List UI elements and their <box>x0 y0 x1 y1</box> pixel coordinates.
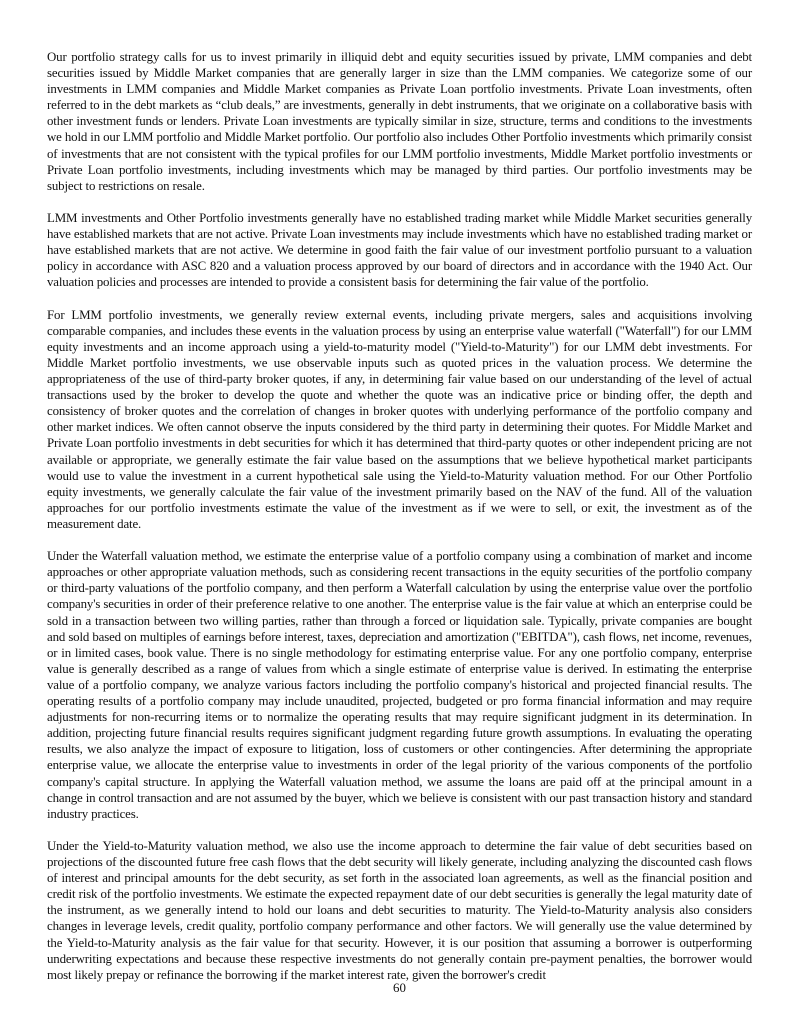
paragraph-portfolio-strategy: Our portfolio strategy calls for us to invest primarily in illiquid debt and equity securities issued by private, LMM companies and debt securities issued by Middle Market companies that are generally larger in size than the LMM companies. We categorize some of our investments in LMM companies and Middle Market companies as Private Loan portfolio investments. Private Loan investments, often referred to in the debt markets as “club deals,” are investments, generally in debt instruments, that we originate on a collaborative basis with other investment funds or lenders. Private Loan investments are typically similar in size, structure, terms and conditions to the investments we hold in our LMM portfolio and Middle Market portfolio. Our portfolio also includes Other Portfolio investments which primarily consist of investments that are not consistent with the typical profiles for our LMM portfolio investments, Middle Market portfolio investments or Private Loan portfolio investments, including investments which may be managed by third parties. Our portfolio investments may be subject to restrictions on resale. <box>47 50 752 193</box>
document-body <box>47 49 752 999</box>
page-number: 60 <box>393 981 406 995</box>
paragraph-yield-to-maturity: Under the Yield-to-Maturity valuation method, we also use the income approach to determine the fair value of debt securities based on projections of the discounted future free cash flows that the debt security will likely generate, including analyzing the discounted cash flows of interest and principal amounts for the debt security, as set forth in the associated loan agreements, as well as the financial position and credit risk of the portfolio investments. We estimate the expected repayment date of our debt securities is generally the legal maturity date of the instrument, as we generally intend to hold our loans and debt securities to maturity. The Yield-to-Maturity analysis also considers changes in leverage levels, credit quality, portfolio company performance and other factors. We will generally use the value determined by the Yield-to-Maturity analysis as the fair value for that security. However, it is our position that assuming a borrower is outperforming underwriting expectations and because these respective investments do not generally contain pre-payment penalties, the borrower would most likely prepay or refinance the borrowing if the market interest rate, given the borrower's credit <box>47 838 752 982</box>
paragraph-trading-market: LMM investments and Other Portfolio investments generally have no established trading market while Middle Market securities generally have established markets that are not active. Private Loan investments may include investments which have no established trading market or have established markets that are not active. We determine in good faith the fair value of our investment portfolio pursuant to a valuation policy in accordance with ASC 820 and a valuation process approved by our board of directors and in accordance with the 1940 Act. Our valuation policies and processes are intended to provide a consistent basis for determining the fair value of the portfolio. <box>47 211 752 290</box>
paragraph-waterfall-method: Under the Waterfall valuation method, we estimate the enterprise value of a portfolio company using a combination of market and income approaches or other appropriate valuation methods, such as considering recent transactions in the equity securities of the portfolio company or third-party valuations of the portfolio company, and then perform a Waterfall calculation by using the enterprise value over the portfolio company's securities in order of their preference relative to one another. The enterprise value is the fair value at which an enterprise could be sold in a transaction between two willing parties, rather than through a forced or liquidation sale. Typically, private companies are bought and sold based on multiples of earnings before interest, taxes, depreciation and amortization ("EBITDA"), cash flows, net income, revenues, or in limited cases, book value. There is no single methodology for estimating enterprise value. For any one portfolio company, enterprise value is generally described as a range of values from which a single estimate of enterprise value is derived. In estimating the enterprise value of a portfolio company, we analyze various factors including the portfolio company's historical and projected financial results. The operating results of a portfolio company may include unaudited, projected, budgeted or pro forma financial information and may require adjustments for non-recurring items or to normalize the operating results that may require significant judgment in its determination. In addition, projecting future financial results requires significant judgment regarding future growth assumptions. In evaluating the operating results, we also analyze the impact of exposure to litigation, loss of customers or other contingencies. After determining the appropriate enterprise value, we allocate the enterprise value to investments in order of the legal priority of the various components of the portfolio company's capital structure. In applying the Waterfall valuation method, we assume the loans are paid off at the principal amount in a change in control transaction and are not assumed by the buyer, which we believe is consistent with our past transaction history and standard industry practices. <box>47 549 752 821</box>
paragraph-lmm-valuation: For LMM portfolio investments, we generally review external events, including private mergers, sales and acquisitions involving comparable companies, and includes these events in the valuation process by using an enterprise value waterfall ("Waterfall") for our LMM equity investments and an income approach using a yield-to-maturity model ("Yield-to-Maturity") for our LMM debt investments. For Middle Market portfolio investments, we use observable inputs such as quoted prices in the valuation process. We determine the appropriateness of the use of third-party broker quotes, if any, in determining fair value based on our understanding of the level of actual transactions used by the broker to develop the quote and whether the quote was an indicative price or binding offer, the depth and consistency of broker quotes and the correlation of changes in broker quotes with underlying performance of the portfolio company and other market indices. We often cannot observe the inputs considered by the third party in determining their quotes. For Middle Market and Private Loan portfolio investments in debt securities for which it has determined that third-party quotes or other independent pricing are not available or appropriate, we generally estimate the fair value based on the assumptions that we believe hypothetical market participants would use to value the investment in a current hypothetical sale using the Yield-to-Maturity valuation method. For our Other Portfolio equity investments, we generally calculate the fair value of the investment primarily based on the NAV of the fund. All of the valuation approaches for our portfolio investments estimate the value of the investment as if we were to sell, or exit, the investment as of the measurement date. <box>47 307 752 531</box>
